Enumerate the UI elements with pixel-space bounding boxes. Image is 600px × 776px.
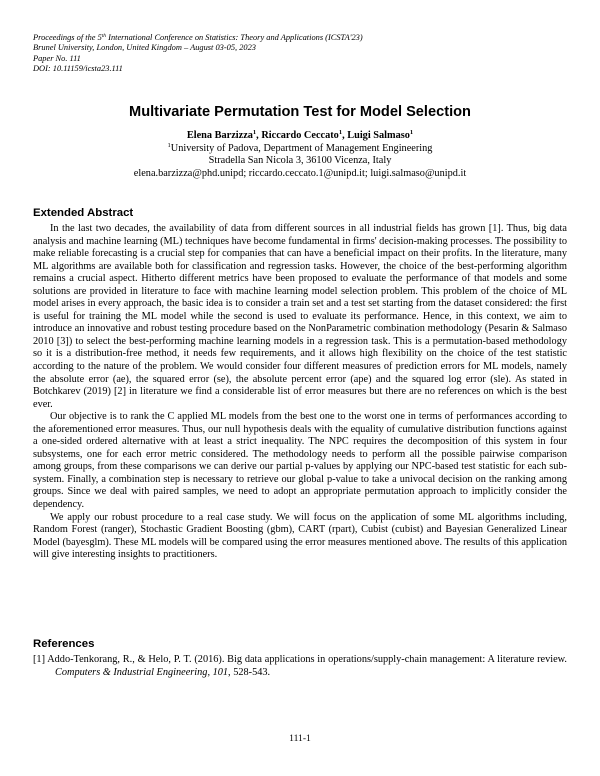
reference-item [33,654,567,679]
affil-mark-2: 1 [338,129,343,136]
abstract-heading: Extended Abstract [33,207,134,219]
header-line-doi: DOI: 10.11159/icsta23.111 [33,63,123,73]
author-name-3: Luigi Salmaso [347,130,410,141]
header-line-venue: Brunel University, London, United Kingdom – August 03-05, 2023 [33,43,256,53]
proceedings-header [33,33,573,74]
abstract-paragraph-2: Our objective is to rank the C applied ML models from the best one to the worst one in terms of performances according to the aforementioned error measures. Thus, our null hypothesis deals with the equality of cumulative distribution functions against a one-sided ordered alternative with at least a strict inequality. The NPC requires the decomposition of this system in four subsystems, one for each error metric considered. The methodology needs to perform all the possible pairwise comparison among groups, from these comparisons we can derive our partial p-values by applying our NPC-based test statistic for each sub-system. Finally, a combination step is necessary to retrieve our global p-value to take a univocal decision on the ranking among groups. Since we deal with paired samples, we need to adopt an appropriate permutation approach to implicitly consider the dependency. [33,411,567,511]
paper-title: Multivariate Permutation Test for Model Selection [129,104,471,120]
reference-text: [1] Addo-Tenkorang, R., & Helo, P. T. (2016). Big data applications in operations/supply-chain management: A literature review. [33,654,567,665]
affil-mark-1: 1 [252,129,257,136]
header-conference-prefix: Proceedings of the 5 [33,33,102,42]
header-line-paper-no: Paper No. 111 [33,53,81,63]
author-separator: , [342,130,348,141]
author-name-1: Elena Barzizza [186,130,253,141]
affil-mark: 1 [167,141,171,149]
abstract-body [33,223,567,562]
affiliation-text: University of Padova, Department of Management Engineering [170,142,433,154]
author-name-2: Riccardo Ceccato [261,130,339,141]
abstract-paragraph-1: In the last two decades, the availability of data from different sources in all industrial fields has grown [1]. Thus, big data analysis and machine learning (ML) techniques have become fundamental in firms' decision-making processes. The possibility to make reliable forecasting is a crucial step for companies that can have a beneficial impact on their profits. In the literature, many ML algorithms are available both for classification and regression tasks. However, the choice of the best-performing algorithm remains a crucial aspect. Hitherto different metrics have been proposed to evaluate the performance of that models and some solutions are provided in literature to face with machine learning model selection problem. This problem of the choice of ML model arises in every approach, the basic idea is to consider a train set and a test set starting from the dataset considered: the first is useful for training the ML model while the second is used to evaluate its performance. Hence, in this context, we aim to introduce an innovative and robust testing procedure based on the NonParametric combination methodology (Pesarin & Salmaso 2010 [3]) to select the best-performing machine learning models in a regression task. This is a permutation-based methodology so it is a distribution-free method, it needs few requirements, and it allows high flexibility on the choice of the test statistic according to the nature of the problem. We would consider four different measures of prediction errors for ML models, namely the absolute error (ae), the squared error (se), the absolute percent error (ape) and the squared log error (sle). As stated in Botchkarev (2019) [2] in literature we find a considerable list of error measures but there are no references on which is the best ever. [33,223,567,410]
author-names [0,130,600,143]
reference-journal: Computers & Industrial Engineering, 101 [55,666,229,678]
references-list [33,654,567,679]
page-number: 111-1 [289,733,311,744]
reference-pages: , 528-543. [228,666,271,678]
author-separator: , [256,130,262,141]
header-line-conference [33,33,573,43]
address: Stradella San Nicola 3, 36100 Vicenza, Italy [208,155,392,167]
header-conference-sup: th [101,33,107,39]
abstract-paragraph-3: We apply our robust procedure to a real case study. We will focus on the application of some ML algorithms including, Random Forest (ranger), Stochastic Gradient Boosting (gbm), CART (rpart), Cubist (cubist) and Bayesian Generalized Linear Model (bayesglm). These ML models will be compared using the error measures mentioned above. The results of this application will give interesting insights to practitioners. [33,511,567,561]
author-emails: elena.barzizza@phd.unipd; riccardo.ceccato.1@unipd.it; luigi.salmaso@unipd.it [133,167,467,179]
affil-mark-3: 1 [409,129,414,136]
header-conference-suffix: International Conference on Statistics: Theory and Applications (ICSTA'23) [106,33,363,42]
author-block [0,130,600,180]
affiliation [0,143,600,156]
references-heading: References [33,638,95,650]
